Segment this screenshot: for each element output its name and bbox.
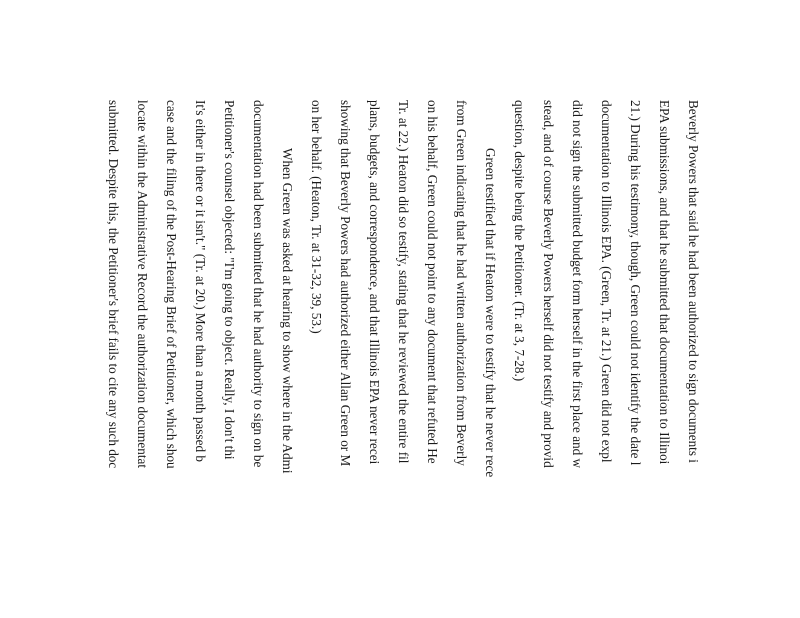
text-line: 21.) During his testimony, though, Green could not identify the date l: [628, 100, 643, 466]
text-line: Tr. at 22.) Heaton did so testify, stating that he reviewed the entire fil: [396, 100, 411, 464]
text-line: Green testified that if Heaton were to testify that he never rece: [483, 148, 498, 478]
text-line: When Green was asked at hearing to show where in the Admi: [280, 148, 295, 474]
text-line: Petitioner's counsel objected: "I'm going to object. Really, I don't thi: [222, 100, 237, 460]
text-line: It's either in there or it isn't." (Tr. at 20.) More than a month passed b: [193, 100, 208, 462]
text-line: from Green indicating that he had written authorization from Beverly: [454, 100, 469, 466]
text-line: on his behalf, Green could not point to any document that refuted He: [425, 100, 440, 464]
text-line: case and the filing of the Post-Hearing Brief of Petitioner, which shou: [164, 100, 179, 469]
text-line: submitted. Despite this, the Petitioner's brief fails to cite any such doc: [106, 100, 121, 469]
text-line: question, despite being the Petitioner. (Tr. at 3, 7-28.): [512, 100, 527, 382]
text-line: EPA submissions, and that he submitted that documentation to Illinoi: [657, 100, 672, 465]
text-line: did not sign the submitted budget form herself in the first place and w: [570, 100, 585, 469]
text-line: documentation to Illinois EPA. (Green, Tr. at 21.) Green did not expl: [599, 100, 614, 463]
text-line: locate within the Administrative Record the authorization documentat: [135, 100, 150, 469]
text-line: documentation had been submitted that he had authority to sign on be: [251, 100, 266, 468]
text-line: showing that Beverly Powers had authorized either Allan Green or M: [338, 100, 353, 467]
text-line: on her behalf. (Heaton, Tr. at 31-32, 39, 53.): [309, 100, 324, 334]
text-line: Beverly Powers that said he had been authorized to sign documents i: [686, 100, 701, 463]
text-line: plans, budgets, and correspondence, and that Illinois EPA never recei: [367, 100, 382, 465]
text-line: stead, and of course Beverly Powers herself did not testify and provid: [541, 100, 556, 468]
